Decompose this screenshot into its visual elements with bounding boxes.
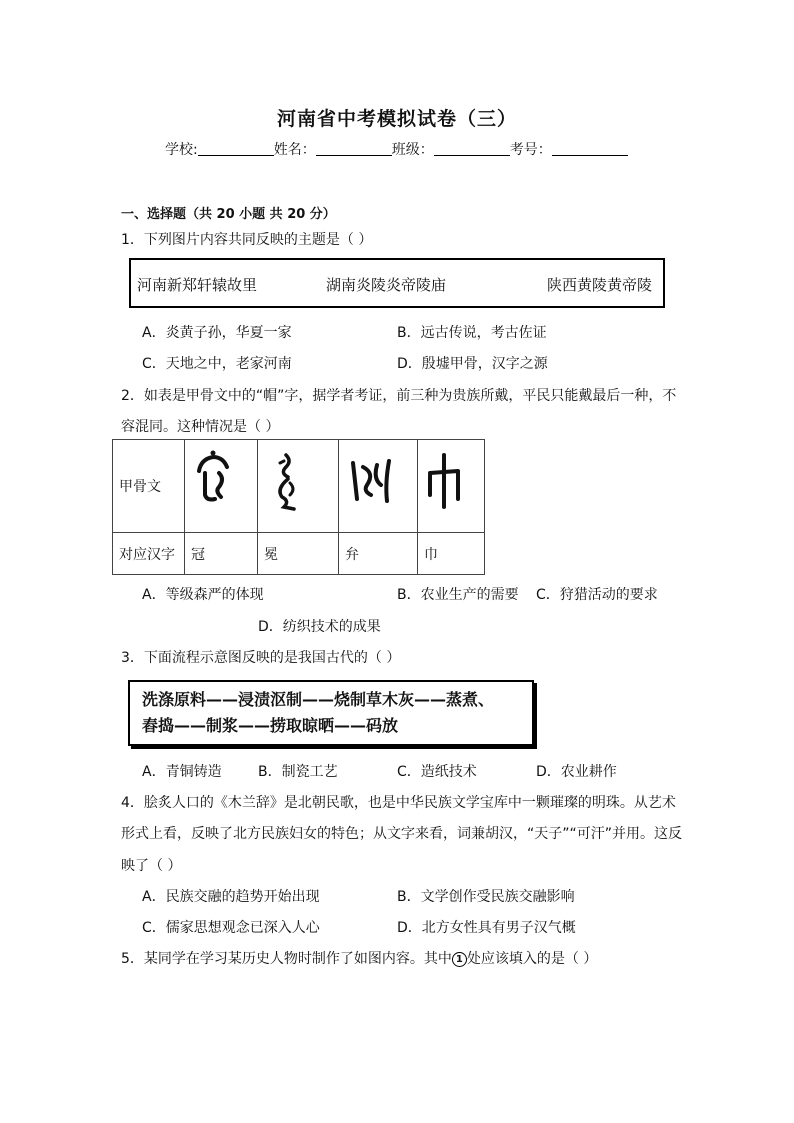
hanzi-jin: 巾: [418, 533, 485, 575]
exam-no-label: 考号：: [509, 142, 552, 158]
oracle-glyph-jin: [418, 440, 485, 533]
q4-option-b[interactable]: B．文学创作受民族交融影响: [397, 889, 575, 905]
q2-option-b[interactable]: B．农业生产的需要: [397, 587, 519, 603]
q3-stem: 3．下面流程示意图反映的是我国古代的（ ）: [121, 650, 401, 666]
q4-option-a[interactable]: A．民族交融的趋势开始出现: [142, 889, 320, 905]
oracle-glyph-mian-image: [264, 449, 308, 519]
q1-location-1: 河南新郑轩辕故里: [137, 276, 258, 294]
student-info-line: [165, 139, 628, 159]
q2-option-a[interactable]: A．等级森严的体现: [142, 587, 264, 603]
exam-no-blank[interactable]: [552, 141, 628, 156]
q1-option-d[interactable]: D．殷墟甲骨，汉字之源: [397, 356, 548, 372]
q3-process-line2: 舂捣——制浆——捞取晾晒——码放: [142, 716, 399, 735]
q1-location-3: 陕西黄陵黄帝陵: [547, 276, 653, 294]
table-label-oracle: 甲骨文: [113, 440, 185, 533]
q1-option-c[interactable]: C．天地之中，老家河南: [142, 356, 292, 372]
q4-stem-line3: 映了（ ）: [121, 858, 182, 874]
q3-option-b[interactable]: B．制瓷工艺: [258, 764, 338, 780]
school-blank[interactable]: [198, 141, 274, 156]
oracle-glyph-bian: [339, 440, 418, 533]
q2-stem-line1: 2．如表是甲骨文中的“帽”字，据学者考证，前三种为贵族所戴，平民只能戴最后一种，不: [121, 388, 677, 404]
q5-stem-pre: 5．某同学在学习某历史人物时制作了如图内容。其中: [121, 951, 452, 967]
oracle-glyph-guan: [185, 440, 258, 533]
circled-number-one: 1: [452, 952, 467, 967]
oracle-bone-table: [112, 439, 485, 575]
q5-stem: [121, 948, 597, 968]
q3-option-c[interactable]: C．造纸技术: [397, 764, 477, 780]
class-label: 班级：: [391, 142, 434, 158]
oracle-glyph-mian: [258, 440, 339, 533]
q4-option-c[interactable]: C．儒家思想观念已深入人心: [142, 920, 320, 936]
q1-option-a[interactable]: A．炎黄子孙，华夏一家: [142, 325, 292, 341]
name-blank[interactable]: [316, 141, 392, 156]
page-title: 河南省中考模拟试卷（三）: [276, 108, 517, 130]
q3-option-d[interactable]: D．农业耕作: [536, 764, 617, 780]
q4-stem-line1: 4．脍炙人口的《木兰辞》是北朝民歌，也是中华民族文学宝库中一颗璀璨的明珠。从艺术: [121, 795, 676, 811]
oracle-glyph-guan-image: [191, 449, 235, 519]
oracle-glyph-bian-image: [345, 449, 395, 519]
q5-stem-post: 处应该填入的是（ ）: [466, 951, 598, 967]
hanzi-mian: 冕: [258, 533, 339, 575]
class-blank[interactable]: [434, 141, 510, 156]
q3-process-line1: 洗涤原料——浸渍沤制——烧制草木灰——蒸煮、: [142, 690, 495, 709]
q2-option-d[interactable]: D．纺织技术的成果: [258, 619, 381, 635]
hanzi-bian: 弁: [339, 533, 418, 575]
q1-stem: 1．下列图片内容共同反映的主题是（ ）: [121, 232, 373, 248]
q1-location-box: [129, 258, 665, 308]
q2-stem-line2: 容混同。这种情况是（ ）: [121, 419, 280, 435]
q1-option-b[interactable]: B．远古传说，考古佐证: [397, 325, 547, 341]
q3-option-a[interactable]: A．青铜铸造: [142, 764, 222, 780]
school-label: 学校:: [165, 142, 198, 158]
q4-stem-line2: 形式上看，反映了北方民族妇女的特色；从文字来看，词兼胡汉，“天子”“可汗”并用。这反: [121, 826, 683, 842]
q4-option-d[interactable]: D．北方女性具有男子汉气概: [397, 920, 576, 936]
q3-process-box: [128, 680, 534, 746]
hanzi-guan: 冠: [185, 533, 258, 575]
q2-option-c[interactable]: C．狩猎活动的要求: [536, 587, 658, 603]
name-label: 姓名：: [273, 142, 316, 158]
oracle-glyph-jin-image: [424, 449, 464, 519]
q1-location-2: 湖南炎陵炎帝陵庙: [326, 276, 447, 294]
table-label-hanzi: 对应汉字: [113, 533, 185, 575]
section-heading: 一、选择题（共 20 小题 共 20 分）: [121, 207, 336, 222]
